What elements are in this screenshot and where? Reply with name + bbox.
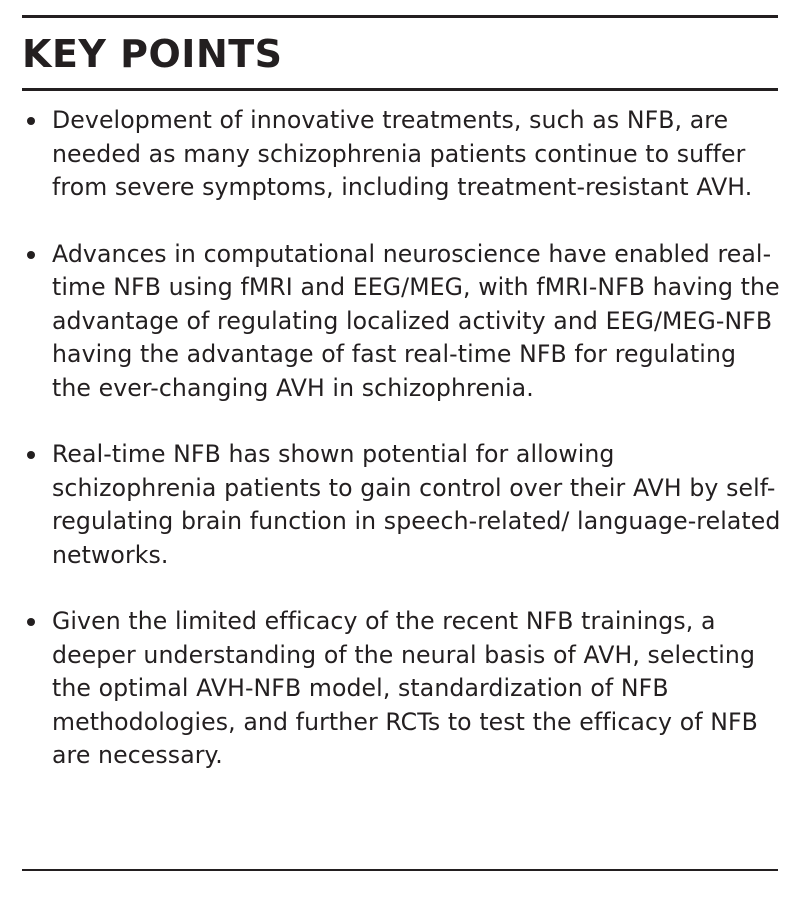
bullet-icon (27, 618, 35, 626)
key-point-item (22, 438, 782, 572)
heading-rule (22, 88, 778, 91)
key-point-text: Real-time NFB has shown potential for allowing schizophrenia patients to gain control over their AVH by self-regulating brain function in speech-related/ language-related networks. (52, 440, 781, 569)
key-point-text: Development of innovative treatments, such as NFB, are needed as many schizophrenia patients continue to suffer from severe symptoms, including treatment-resistant AVH. (52, 106, 753, 201)
key-point-text: Given the limited efficacy of the recent NFB trainings, a deeper understanding of the neural basis of AVH, selecting the optimal AVH-NFB model, standardization of NFB methodologies, and further RCTs to test the efficacy of NFB are necessary. (52, 607, 758, 769)
key-point-text: Advances in computational neuroscience have enabled real-time NFB using fMRI and EEG/MEG, with fMRI-NFB having the advantage of regulating localized activity and EEG/MEG-NFB having the advantage of fast real-time NFB for regulating the ever-changing AVH in schizophrenia. (52, 239, 780, 402)
bottom-rule (22, 869, 778, 871)
key-point-item (22, 238, 782, 406)
key-point-item (22, 104, 782, 205)
bullet-icon (27, 451, 35, 459)
key-points-list (22, 104, 782, 773)
key-points-heading: KEY POINTS (22, 32, 283, 76)
bullet-icon (27, 117, 35, 125)
key-point-item (22, 605, 782, 773)
bullet-icon (27, 251, 35, 259)
top-rule (22, 15, 778, 18)
